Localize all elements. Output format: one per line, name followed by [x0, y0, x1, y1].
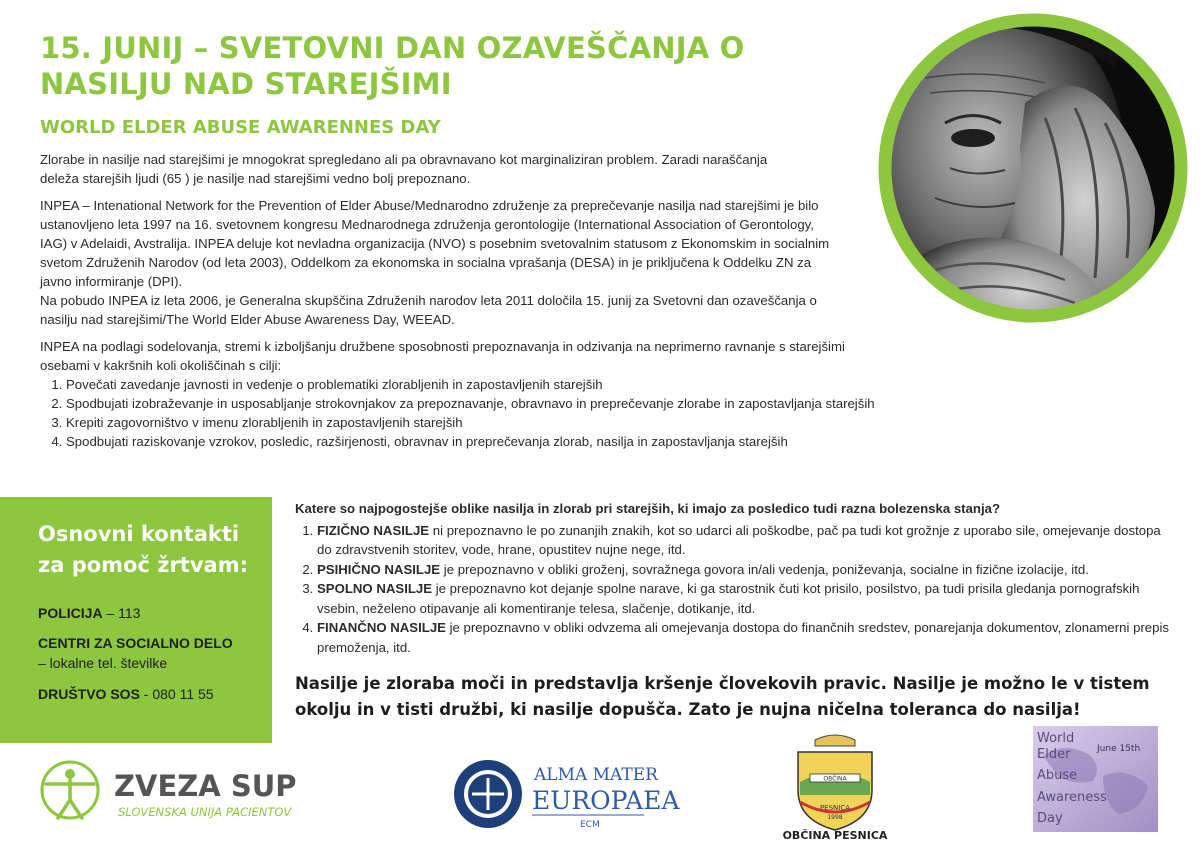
- contacts-title: Osnovni kontakti za pomoč žrtvam:: [38, 522, 248, 577]
- abuse-description: je prepoznavno v obliki groženj, sovražnega govora in/ali vedenja, poniževanja, socialne in fizične izolacije, itd.: [440, 561, 1089, 577]
- weaad-line: World: [1037, 731, 1075, 746]
- intro-section: [40, 150, 920, 451]
- weaad-map-icon: [1033, 726, 1158, 832]
- police-number: – 113: [106, 605, 141, 621]
- pesnica-label: OBČINA PESNICA: [782, 829, 888, 842]
- list-item: 2. Spodbujati izobraževanje in usposabljanje strokovnjakov za prepoznavanje, obravnavo in preprečevanje zlorabe in zapostavljanja starejših: [66, 394, 920, 413]
- abuse-term: PSIHIČNO NASILJE: [317, 561, 441, 577]
- pesnica-crest-ribbon: PESNICA: [819, 804, 851, 812]
- abuse-description: je prepoznavno kot dejanje spolne narave, ki ga starostnik čuti kot prisilo, posilstvo, pa tudi prisila gledanja pornografskih vsebin, neželeno otipavanje ali komentiranje telesa, slačenje, dotikanje, itd.: [317, 581, 1140, 616]
- contact-police: [38, 603, 140, 623]
- abuse-term: FIZIČNO NASILJE: [317, 522, 430, 538]
- abuse-forms-section: [295, 499, 1175, 657]
- contact-sos: [38, 684, 214, 704]
- contacts-box: [0, 497, 272, 743]
- goals-list: [40, 375, 920, 451]
- abuse-forms-list: [295, 521, 1175, 658]
- zveza-sup-name: ZVEZA SUP: [114, 769, 297, 803]
- weaad-logo: [1033, 726, 1158, 832]
- sos-label: DRUŠTVO SOS: [38, 686, 140, 702]
- obcina-pesnica-logo: [770, 730, 900, 842]
- alma-mater-top: ALMA MATER: [534, 765, 658, 785]
- list-item: [317, 618, 1175, 657]
- list-item: 3. Krepiti zagovorništvo v imenu zlorabljenih in zapostavljenih starejših: [66, 413, 920, 432]
- weaad-line: Elder: [1037, 747, 1071, 762]
- alma-mater-mid: EUROPAEA: [532, 786, 680, 815]
- zveza-sup-logo: [38, 758, 328, 828]
- closing-statement: Nasilje je zloraba moči in predstavlja kršenje človekovih pravic. Nasilje je možno le v tistem okolju in v tisti družbi, ki nasilje dopušča. Zato je nujna ničelna toleranca do nasilja!: [295, 674, 1150, 719]
- social-label: CENTRI ZA SOCIALNO DELO: [38, 635, 233, 651]
- pesnica-crest-year: 1998: [827, 814, 843, 821]
- contact-social: [38, 633, 233, 653]
- abuse-description: ni prepoznavno le po zunanjih znakih, kot so udarci ali poškodbe, pač pa tudi kot grožnje z uporabo sile, omejevanje dostopa do zdravstvenih storitev, vode, hrane, opustitev nujne nege, itd.: [317, 522, 1161, 557]
- pesnica-crest-band: OBČINA: [823, 775, 847, 783]
- list-item: [317, 560, 1175, 580]
- alma-mater-bottom: ECM: [580, 820, 600, 830]
- weaad-line: Awareness: [1037, 790, 1107, 805]
- page-subtitle: WORLD ELDER ABUSE AWARENNES DAY: [40, 117, 441, 138]
- intro-paragraph-4: INPEA na podlagi sodelovanja, stremi k izboljšanju družbene sposobnosti prepoznavanja in odzivanja na neprimerno ravnanje s starejšimi osebami v kakršnih koli okoliščinah s cilji:: [40, 339, 845, 373]
- list-item: 1. Povečati zavedanje javnosti in vedenje o problematiki zlorabljenih in zapostavljenih starejših: [66, 375, 920, 394]
- pesnica-crest-icon: [770, 730, 900, 842]
- zveza-sup-subtitle: SLOVENSKA UNIJA PACIENTOV: [118, 805, 292, 819]
- abuse-term: SPOLNO NASILJE: [317, 581, 433, 596]
- list-item: 4. Spodbujati raziskovanje vzrokov, posledic, razširjenosti, obravnav in preprečevanja zlorab, nasilja in zapostavljanja starejših: [66, 432, 920, 451]
- list-item: [317, 579, 1175, 618]
- intro-paragraph-2: INPEA – Intenational Network for the Prevention of Elder Abuse/Mednarodno združenje za preprečevanje nasilja nad starejšimi je bilo ustanovljeno leta 1997 na 16. svetovnem kongresu Mednarodnega združenja gerontologije (International Association of Gerontology, IAG) v Adelaidi, Avstralija. INPEA deluje kot nevladna organizacija (NVO) s posebnim svetovalnim statusom z Ekonomskim in socialnim svetom Združenih Narodov (od leta 2003), Oddelkom za ekonomska in socialna vprašanja (DESA) in je priključena k Oddelku ZN za javno informiranje (DPI).: [40, 198, 830, 289]
- alma-mater-seal-icon: [452, 758, 680, 830]
- weaad-line: Day: [1037, 811, 1063, 826]
- weaad-line: Abuse: [1037, 768, 1078, 783]
- sos-number: - 080 11 55: [143, 686, 214, 702]
- list-item: [317, 521, 1175, 560]
- police-label: POLICIJA: [38, 605, 103, 621]
- abuse-forms-question: Katere so najpogostejše oblike nasilja in zlorab pri starejših, ki imajo za posledico tudi razna bolezenska stanja?: [295, 501, 1001, 516]
- intro-paragraph-1: Zlorabe in nasilje nad starejšimi je mnogokrat spregledano ali pa obravnavano kot marginaliziran problem. Zaradi naraščanja deleža starejših ljudi (65 ) je nasilje nad starejšimi vedno bolj prepoznano.: [40, 152, 768, 186]
- abuse-description: je prepoznavno v obliki odvzema ali omejevanja dostopa do finančnih sredstev, ponarejanja dokumentov, zlonamerni prepis premoženja, itd.: [317, 620, 1170, 655]
- social-note: – lokalne tel. številke: [38, 655, 168, 671]
- intro-paragraph-3: Na pobudo INPEA iz leta 2006, je Generalna skupščina Združenih narodov leta 2011 določila 15. junij za Svetovni dan ozaveščanja o nasilju nad starejšimi/The World Elder Abuse Awareness Day, WEEAD.: [40, 293, 817, 327]
- alma-mater-logo: [452, 758, 680, 830]
- weaad-date: June 15th: [1097, 744, 1141, 754]
- abuse-term: FINANČNO NASILJE: [317, 620, 446, 635]
- page-title: 15. JUNIJ – SVETOVNI DAN OZAVEŠČANJA O NASILJU NAD STAREJŠIMI: [40, 31, 745, 101]
- zveza-sup-figure-icon: [38, 758, 328, 828]
